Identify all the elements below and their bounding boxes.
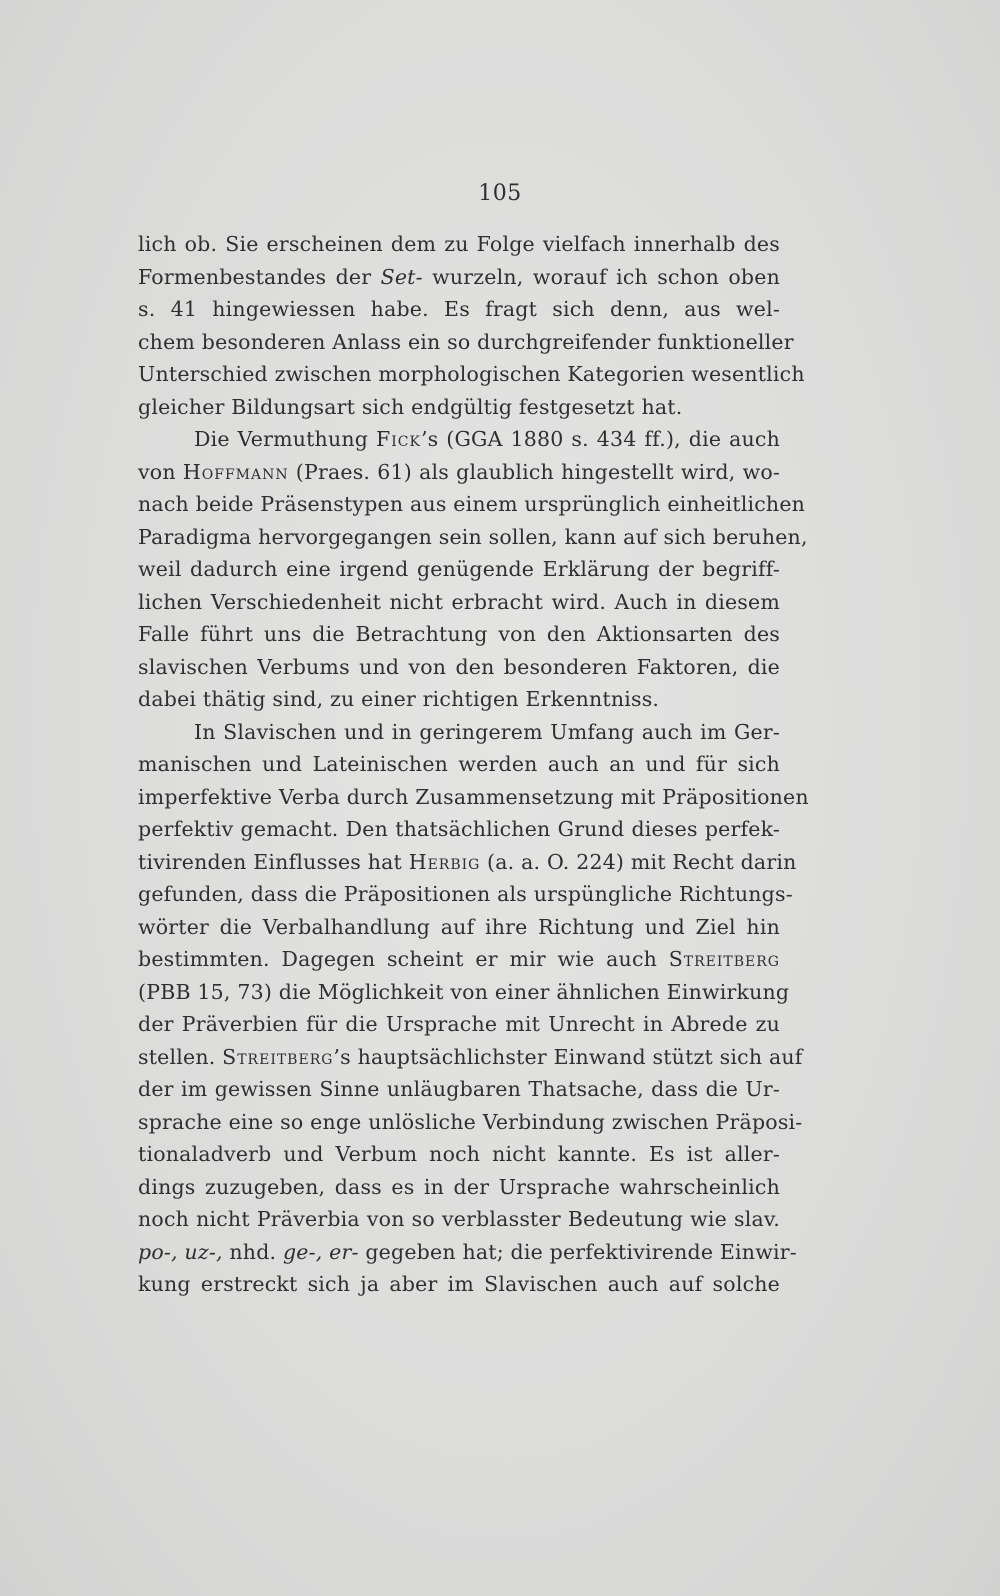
text-line [138, 423, 780, 456]
text-line [138, 618, 780, 651]
text-line [138, 846, 797, 879]
text-line [138, 358, 805, 391]
text-line [138, 1073, 780, 1106]
text-segment: wörter die Verbalhandlung auf ihre Richtung und Ziel hin [138, 914, 780, 939]
text-segment: nach beide Präsenstypen aus einem ursprünglich einheitlichen [138, 492, 806, 516]
text-segment: ’s hauptsächlichster Einwand stützt sich auf [333, 1044, 803, 1069]
text-segment: bestimmten. Dagegen scheint er mir wie auch [138, 947, 669, 971]
text-line [138, 1138, 780, 1171]
author-name: Streitberg [222, 1044, 334, 1069]
text-segment: (a. a. O. 224) mit Recht darin [480, 849, 797, 874]
text-line [138, 683, 780, 716]
text-line [138, 293, 780, 326]
text-segment: Falle führt uns die Betrachtung von den Aktionsarten des [138, 622, 780, 646]
text-segment: nhd. [222, 1239, 283, 1264]
text-line [138, 456, 780, 489]
author-name: Hoffmann [182, 459, 289, 484]
text-segment: weil dadurch eine irgend genügende Erklärung der begriff- [138, 557, 780, 581]
text-segment: wurzeln, worauf ich schon oben [422, 264, 780, 289]
text-segment: (Praes. 61) als glaublich hingestellt wird, wo- [288, 459, 780, 484]
text-segment: dings zuzugeben, dass es in der Ursprache wahrscheinlich [138, 1174, 780, 1199]
text-segment: manischen und Lateinischen werden auch an und für sich [138, 752, 780, 776]
text-segment: chem besonderen Anlass ein so durchgreifender funktioneller [138, 329, 794, 354]
text-line [138, 813, 780, 846]
text-segment: stellen. [138, 1044, 223, 1069]
text-segment: Paradigma hervorgegangen sein sollen, kann auf sich beruhen, [138, 524, 808, 549]
text-line [138, 716, 780, 749]
text-line [138, 943, 780, 976]
text-segment: gegeben hat; die perfektivirende Einwir- [358, 1239, 797, 1264]
text-line [138, 781, 809, 814]
italic-term: Set- [380, 264, 423, 289]
text-segment: sprache eine so enge unlösliche Verbindung zwischen Präposi- [138, 1109, 803, 1134]
text-line [138, 976, 790, 1009]
text-segment: lichen Verschiedenheit nicht erbracht wird. Auch in diesem [138, 589, 780, 614]
text-line [138, 1236, 797, 1269]
text-line [138, 878, 793, 911]
text-line [138, 1171, 780, 1204]
text-segment: Die Vermuthung [194, 427, 376, 451]
text-segment: dabei thätig sind, zu einer richtigen Erkenntniss. [138, 687, 660, 711]
text-line [138, 651, 780, 684]
text-segment: der Präverbien für die Ursprache mit Unrecht in Abrede zu [138, 1012, 780, 1036]
text-segment: gleicher Bildungsart sich endgültig festgesetzt hat. [138, 394, 683, 419]
text-segment: von [138, 459, 183, 484]
text-segment: tionaladverb und Verbum noch nicht kannte. Es ist aller- [138, 1142, 780, 1166]
text-segment: tivirenden Einflusses hat [138, 849, 409, 874]
text-line [138, 488, 806, 521]
author-name: Herbig [408, 849, 481, 874]
text-segment: gefunden, dass die Präpositionen als urspüngliche Richtungs- [138, 882, 793, 906]
text-line [138, 391, 780, 424]
text-line [138, 911, 780, 944]
text-segment: s. 41 hingewiessen habe. Es fragt sich denn, aus wel- [138, 297, 780, 321]
text-line [138, 1268, 780, 1301]
text-line [138, 1008, 780, 1041]
text-segment: perfektiv gemacht. Den thatsächlichen Grund dieses perfek- [138, 817, 780, 841]
text-line [138, 521, 808, 554]
text-segment: der im gewissen Sinne unläugbaren Thatsache, dass die Ur- [138, 1077, 780, 1101]
body-text [138, 228, 809, 1301]
text-segment: Unterschied zwischen morphologischen Kategorien wesentlich [138, 362, 805, 386]
text-segment: In Slavischen und in geringerem Umfang auch im Ger- [194, 719, 780, 744]
text-line [138, 748, 780, 781]
text-line [138, 553, 780, 586]
text-line [138, 1106, 803, 1139]
italic-term: po-, uz-, [138, 1239, 223, 1264]
author-name: Fick [376, 427, 421, 451]
text-line [138, 586, 780, 619]
italic-term: ge-, er- [282, 1239, 359, 1264]
text-segment: noch nicht Präverbia von so verblasster Bedeutung wie slav. [138, 1207, 780, 1231]
text-line [138, 326, 794, 359]
text-segment: kung erstreckt sich ja aber im Slavischen auch auf solche [138, 1272, 780, 1296]
text-line [138, 228, 780, 261]
text-segment: imperfektive Verba durch Zusammensetzung mit Präpositionen [138, 784, 809, 809]
text-line [138, 261, 780, 294]
text-segment: Formenbestandes der [138, 264, 381, 289]
text-segment: slavischen Verbums und von den besonderen Faktoren, die [138, 654, 780, 679]
text-segment: (PBB 15, 73) die Möglichkeit von einer ähnlichen Einwirkung [138, 979, 790, 1004]
page-number: 105 [478, 181, 522, 206]
text-segment: ’s (GGA 1880 s. 434 ff.), die auch [420, 427, 780, 451]
text-line [138, 1203, 780, 1236]
author-name: Streitberg [668, 947, 780, 971]
text-segment: lich ob. Sie erscheinen dem zu Folge vielfach innerhalb des [138, 232, 780, 256]
text-line [138, 1041, 803, 1074]
